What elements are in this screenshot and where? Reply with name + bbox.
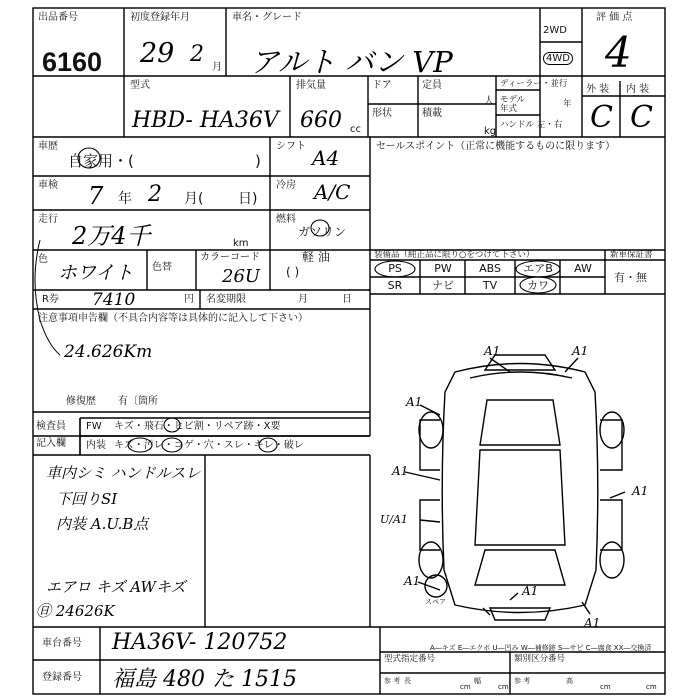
year-unit: 年 (563, 99, 572, 109)
fuel-paren: ( ) (286, 265, 300, 279)
mark-right-door: A1 (632, 484, 649, 498)
equip-navi: ナビ (432, 279, 454, 292)
r-value: 7410 (92, 290, 136, 310)
usage-value: 自家用・( (68, 152, 134, 170)
fuel-label: 燃料 (276, 214, 296, 225)
sales-point-label: セールスポイント（正常に機能するものに限ります） (376, 141, 616, 152)
fw-items: キズ・飛石・ヒビ割・リペア跡・X要 (114, 421, 281, 432)
spare-label: スペア (425, 598, 446, 606)
registration-value: 福島 480 た 1515 (112, 667, 297, 692)
ref-label-2: 参 考 (514, 677, 531, 685)
first-reg-label: 初度登録年月 (130, 12, 190, 23)
notes-handwritten: 24.626Km (64, 342, 153, 362)
km-unit: km (233, 238, 249, 249)
inspection-year-unit: 年 (118, 191, 132, 207)
interior-label: 内 装 (626, 84, 650, 95)
model-label: 型式 (130, 80, 150, 91)
damage-legend: A―キズ E―エクボ U―凹み W―補修跡 S―サビ C―腐食 XX―交換済 (430, 644, 652, 652)
cc-unit: cc (350, 124, 361, 135)
mileage-value: 2万4千 (72, 222, 151, 250)
color-value: ホワイト (58, 262, 134, 284)
capacity-label: 定員 (422, 80, 442, 91)
dealer-label: ディーラー・並行 (500, 79, 568, 89)
color-change-label: 色替 (152, 262, 172, 273)
mark-rear-center: A1 (522, 584, 539, 598)
equip-leather: カワ (527, 279, 549, 292)
displacement-value: 660 (300, 108, 342, 133)
chassis-label: 車台番号 (42, 638, 82, 649)
interior-items: キズ・汚レ・コゲ・穴・スレ・キレ・破レ (114, 440, 304, 451)
length-cm: cm (460, 683, 471, 691)
remark-line-1: 車内シミ ハンドルスレ (46, 464, 201, 482)
load-label: 積載 (422, 108, 442, 119)
color-label: 色 (38, 254, 48, 265)
lot-label: 出品番号 (38, 12, 78, 23)
inspection-year: 7 (88, 182, 104, 210)
class-label: 類別区分番号 (514, 654, 566, 664)
name-change-day: 日 (342, 294, 352, 305)
drive-2wd: 2WD (543, 25, 567, 36)
person-unit: 人 (484, 96, 494, 107)
handle-label: ハンドル 左・右 (500, 120, 563, 130)
reg-month: 2 (190, 42, 204, 67)
mark-front-right: A1 (572, 344, 589, 358)
repair-value: 有〔箇所 (118, 396, 158, 407)
color-code-label: カラーコード (200, 252, 260, 263)
height-cm: cm (600, 683, 611, 691)
mark-front-left: A1 (484, 344, 501, 358)
interior-grade: C (630, 100, 653, 135)
mark-front-fender: A1 (406, 395, 423, 409)
color-code-value: 26U (222, 266, 261, 287)
type-cert-label: 型式指定番号 (384, 654, 436, 664)
ref-label-1: 参 考 (384, 677, 401, 685)
shift-label: シフト (276, 141, 306, 152)
remark-line-3: 内装 A.U.B点 (56, 515, 149, 533)
mark-left-door: A1 (392, 464, 409, 478)
mark-rear-fender: A1 (404, 574, 421, 588)
mileage-label: 走行 (38, 214, 58, 225)
equip-abs: ABS (479, 262, 501, 275)
equip-aw: AW (574, 262, 592, 275)
displacement-label: 排気量 (296, 80, 326, 91)
ac-label: 冷房 (276, 180, 296, 191)
mark-left-rear-door: U/A1 (380, 513, 408, 526)
length-label: 長 (404, 677, 411, 685)
height-label: 高 (566, 677, 573, 685)
r-label: R券 (42, 294, 59, 305)
door-label: ドア (372, 80, 392, 91)
warranty-value: 有・無 (614, 271, 647, 284)
drive-4wd: 4WD (543, 52, 573, 65)
mark-rear-right: A1 (584, 616, 601, 630)
exterior-label: 外 装 (586, 84, 610, 95)
shape-label: 形状 (372, 108, 392, 119)
inspection-day-unit: 日) (238, 191, 258, 207)
equip-tv: TV (482, 279, 498, 292)
equip-ps: PS (388, 262, 402, 275)
remark-line-4: エアロ キズ AWキズ (46, 578, 186, 596)
inspection-month-unit: 月( (184, 191, 204, 207)
chassis-value: HA36V- 120752 (112, 630, 288, 655)
model-year-label: モデル 年式 (500, 95, 526, 114)
repair-label: 修復歴 (66, 396, 96, 407)
extra-cm: cm (646, 683, 657, 691)
inspection-label: 車検 (38, 180, 58, 191)
equipment-label: 装備品（純正品に限り○をつけて下さい） (374, 250, 535, 260)
name-change-label: 名変期限 (206, 294, 246, 305)
score-value: 4 (605, 28, 632, 77)
exterior-grade: C (590, 100, 613, 135)
width-cm: cm (498, 683, 509, 691)
car-name-label: 車名・グレード (232, 12, 302, 23)
name-change-month: 月 (298, 294, 308, 305)
fuel-light: 軽 油 (302, 250, 330, 264)
equip-sr: SR (387, 279, 403, 292)
inspection-month: 2 (148, 182, 162, 207)
notes-label: 注意事項申告欄（不具合内容等は具体的に記入して下さい） (38, 313, 308, 324)
warranty-label: 新車保証書 (610, 250, 653, 260)
fuel-gas: ガソリン (298, 225, 347, 239)
remark-line-2: 下回りSI (56, 490, 118, 508)
usage-label: 車歴 (38, 141, 58, 152)
car-name: アルト バン VP (250, 45, 453, 79)
registration-label: 登録番号 (42, 672, 82, 683)
equip-airbag: エアB (523, 262, 553, 275)
width-label: 幅 (474, 677, 481, 685)
inspector-label-1: 検査員 (36, 421, 66, 432)
kg-unit: kg (484, 126, 497, 137)
lot-number: 6160 (42, 47, 103, 77)
score-label: 評 価 点 (596, 12, 633, 23)
interior-check-label: 内装 (86, 440, 106, 451)
reg-year: 29 (140, 38, 175, 69)
month-unit: 月 (212, 62, 222, 73)
usage-close: ) (255, 152, 261, 170)
model-value: HBD- HA36V (132, 108, 279, 133)
ac-value: A/C (314, 180, 351, 204)
fw-label: FW (86, 421, 102, 432)
inspector-label-2: 記入欄 (36, 438, 66, 449)
equip-pw: PW (434, 262, 452, 275)
shift-value: A4 (312, 146, 340, 170)
remark-line-5: ㊐ 24626K (36, 602, 115, 620)
yen-unit: 円 (184, 294, 194, 305)
